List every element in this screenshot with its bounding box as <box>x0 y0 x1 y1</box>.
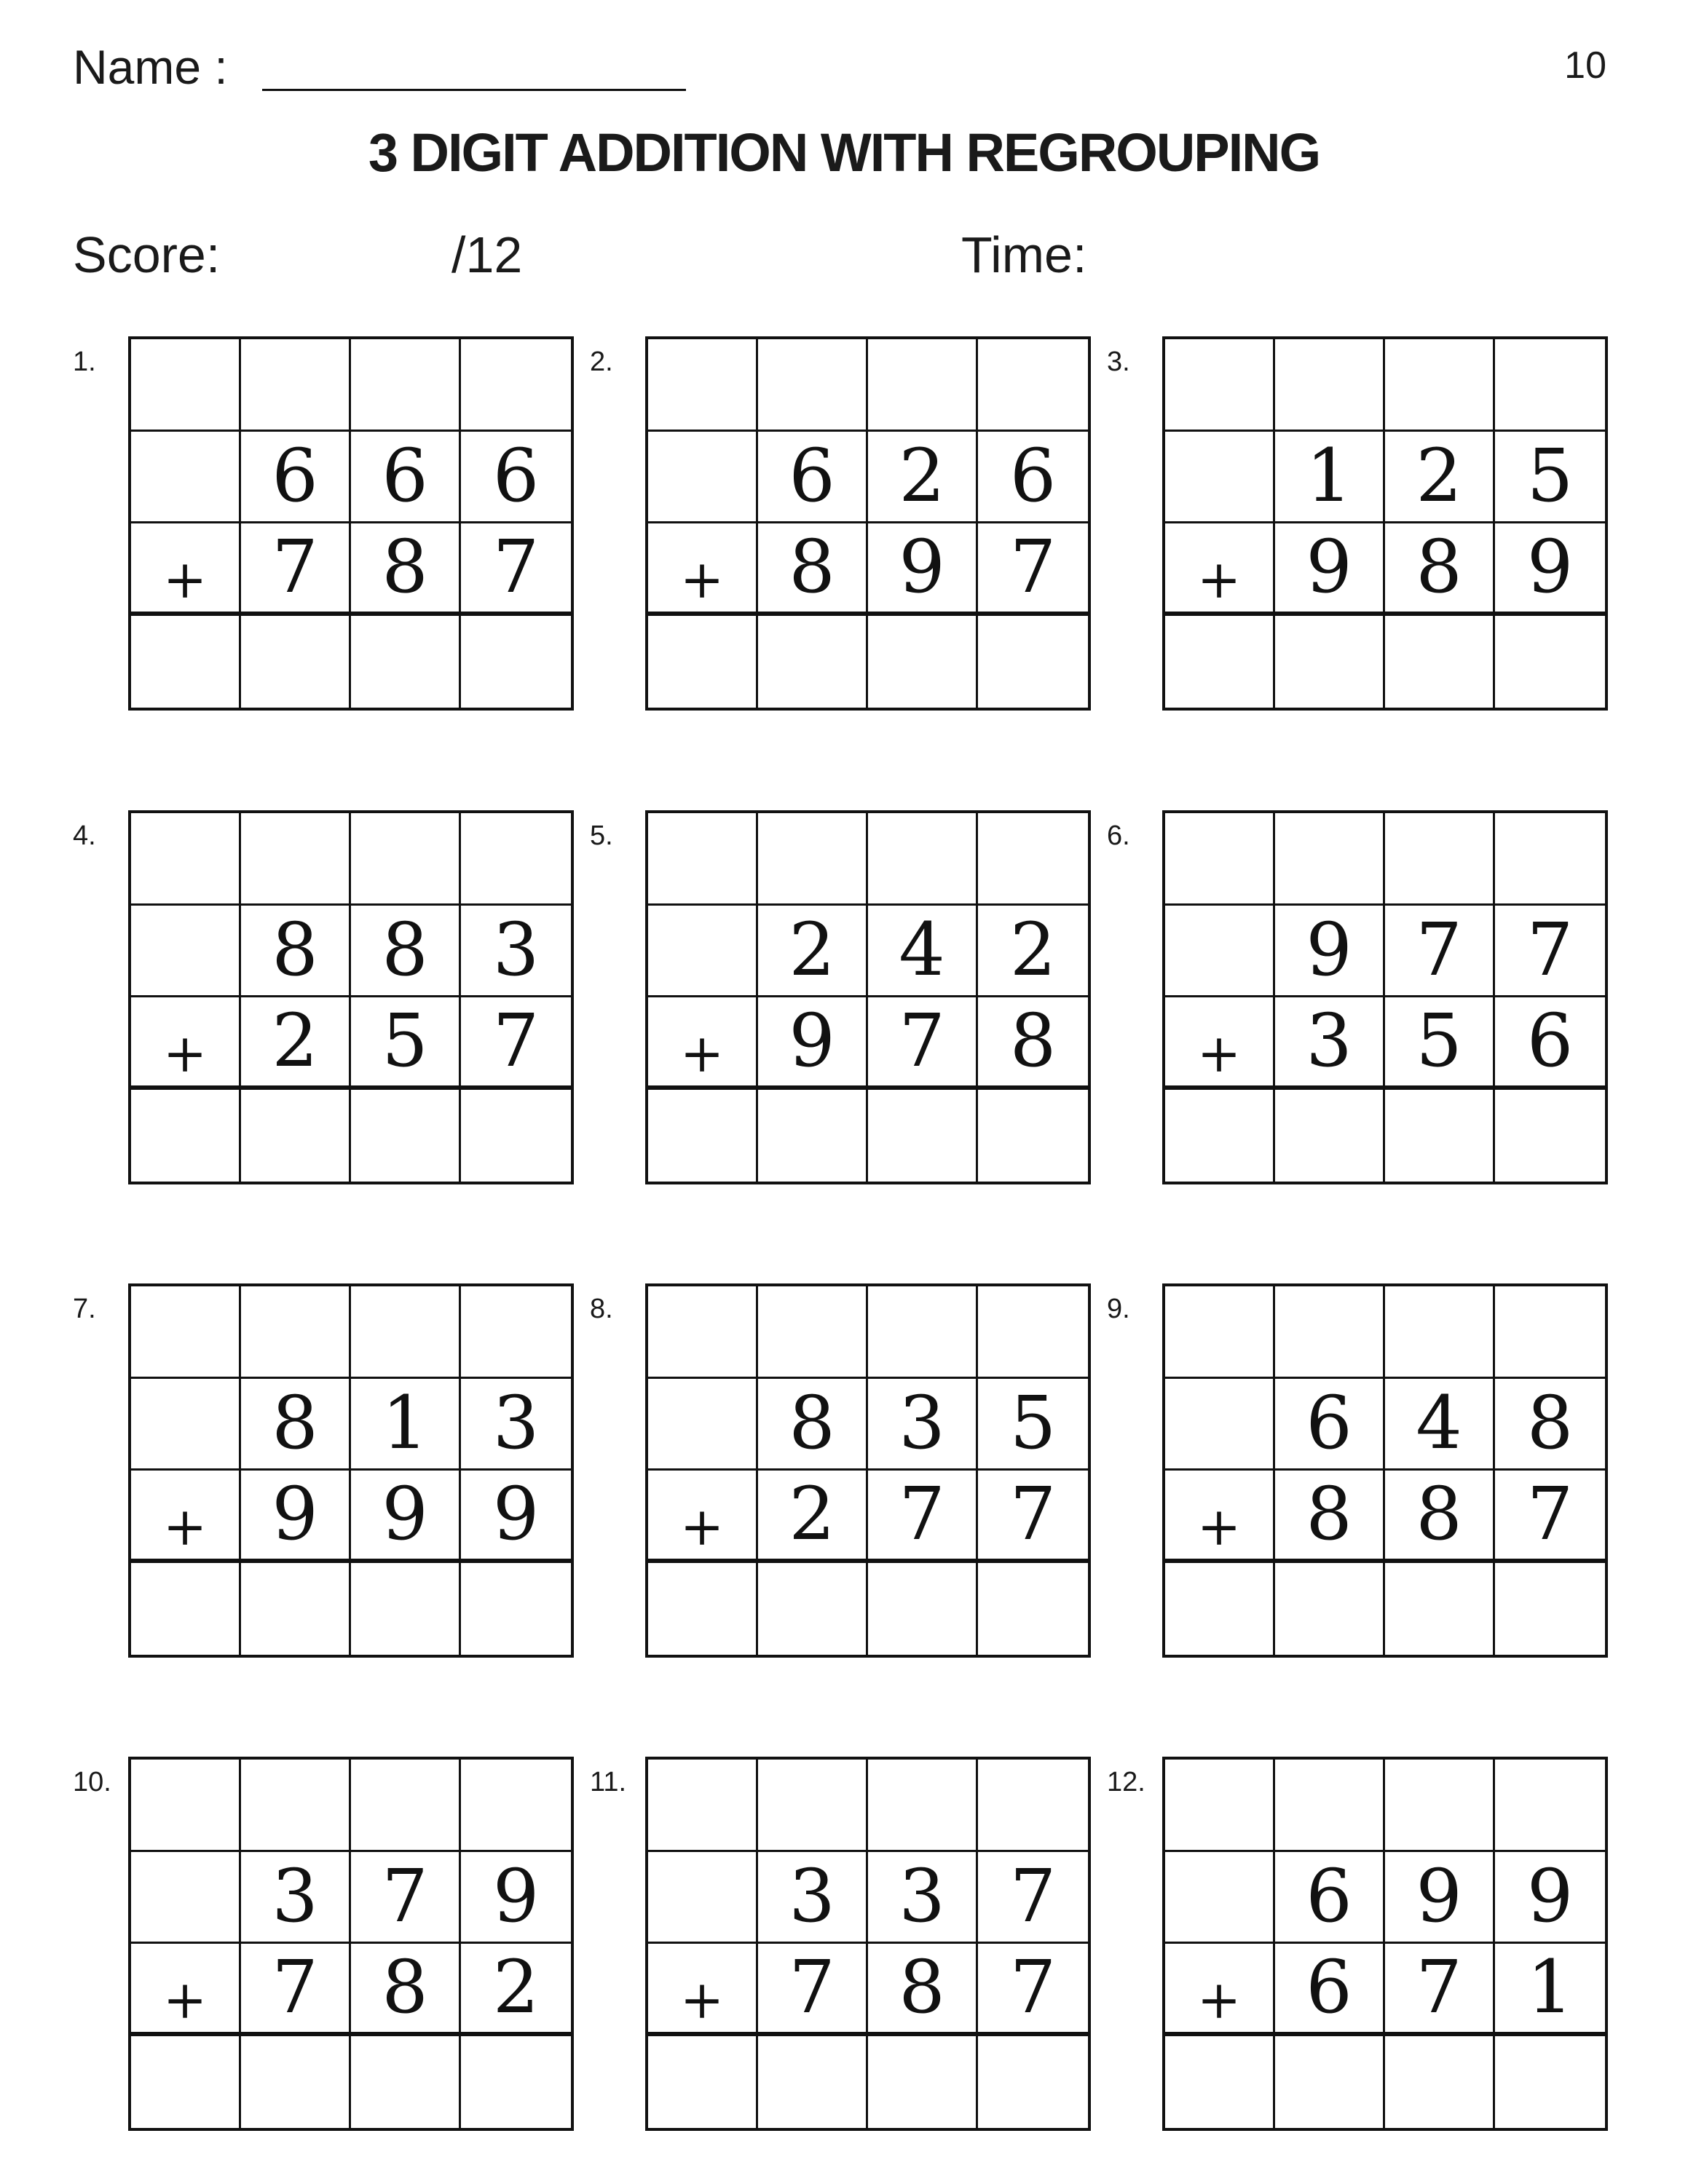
carry-cell[interactable] <box>1275 1286 1385 1379</box>
second-addend-digit: 9 <box>241 1471 351 1563</box>
problem-2 <box>590 336 1108 722</box>
answer-cell[interactable] <box>461 616 571 708</box>
first-addend-digit: 8 <box>241 1379 351 1471</box>
problem-10 <box>73 1757 591 2143</box>
first-addend-digit: 9 <box>1385 1852 1495 1944</box>
addition-grid <box>645 336 1091 711</box>
answer-cell[interactable] <box>978 1090 1088 1182</box>
carry-cell[interactable] <box>241 1286 351 1379</box>
plus-sign: + <box>131 1471 241 1563</box>
carry-cell[interactable] <box>461 813 571 906</box>
answer-cell[interactable] <box>351 1090 461 1182</box>
empty-cell <box>648 432 758 524</box>
empty-cell <box>648 1852 758 1944</box>
answer-cell[interactable] <box>461 2036 571 2129</box>
carry-cell[interactable] <box>131 1286 241 1379</box>
first-addend-digit: 5 <box>1495 432 1605 524</box>
empty-cell <box>131 906 241 998</box>
carry-cell[interactable] <box>1165 1286 1275 1379</box>
problem-number: 3. <box>1107 347 1130 377</box>
second-addend-digit: 2 <box>758 1471 868 1563</box>
carry-cell[interactable] <box>868 1760 978 1852</box>
carry-cell[interactable] <box>351 1286 461 1379</box>
second-addend-digit: 2 <box>461 1944 571 2036</box>
answer-cell[interactable] <box>758 1090 868 1182</box>
answer-cell[interactable] <box>648 1090 758 1182</box>
first-addend-digit: 6 <box>241 432 351 524</box>
carry-cell[interactable] <box>648 1760 758 1852</box>
problem-number: 1. <box>73 347 96 377</box>
second-addend-digit: 2 <box>241 997 351 1090</box>
answer-cell[interactable] <box>868 1563 978 1655</box>
first-addend-digit: 3 <box>461 906 571 998</box>
carry-cell[interactable] <box>1385 339 1495 432</box>
answer-cell[interactable] <box>351 616 461 708</box>
carry-cell[interactable] <box>1385 813 1495 906</box>
carry-cell[interactable] <box>241 339 351 432</box>
problem-number: 8. <box>590 1294 613 1324</box>
answer-cell[interactable] <box>648 1563 758 1655</box>
second-addend-digit: 9 <box>461 1471 571 1563</box>
second-addend-digit: 8 <box>1385 523 1495 616</box>
answer-cell[interactable] <box>758 1563 868 1655</box>
empty-cell <box>1165 1852 1275 1944</box>
empty-cell <box>648 1379 758 1471</box>
second-addend-digit: 7 <box>868 997 978 1090</box>
addition-grid <box>128 336 574 711</box>
carry-cell[interactable] <box>131 339 241 432</box>
second-addend-digit: 9 <box>758 997 868 1090</box>
carry-cell[interactable] <box>978 339 1088 432</box>
carry-cell[interactable] <box>1495 1760 1605 1852</box>
second-addend-digit: 8 <box>1385 1471 1495 1563</box>
worksheet-title: 3 DIGIT ADDITION WITH REGROUPING <box>368 122 1320 183</box>
answer-cell[interactable] <box>1385 1090 1495 1182</box>
carry-cell[interactable] <box>1165 1760 1275 1852</box>
carry-cell[interactable] <box>461 1286 571 1379</box>
answer-cell[interactable] <box>131 2036 241 2129</box>
answer-cell[interactable] <box>131 616 241 708</box>
carry-cell[interactable] <box>978 1286 1088 1379</box>
score-label: Score: <box>73 226 221 283</box>
problem-number: 11. <box>590 1767 627 1797</box>
second-addend-digit: 7 <box>1495 1471 1605 1563</box>
addition-grid <box>645 1283 1091 1658</box>
second-addend-digit: 7 <box>1385 1944 1495 2036</box>
addition-grid <box>1162 1283 1608 1658</box>
problem-12 <box>1107 1757 1625 2143</box>
second-addend-digit: 8 <box>758 523 868 616</box>
second-addend-digit: 8 <box>1275 1471 1385 1563</box>
carry-cell[interactable] <box>1385 1286 1495 1379</box>
plus-sign: + <box>1165 523 1275 616</box>
first-addend-digit: 2 <box>1385 432 1495 524</box>
problem-3 <box>1107 336 1625 722</box>
second-addend-digit: 8 <box>351 523 461 616</box>
addition-grid <box>128 1283 574 1658</box>
problem-number: 4. <box>73 820 96 851</box>
second-addend-digit: 1 <box>1495 1944 1605 2036</box>
carry-cell[interactable] <box>1495 813 1605 906</box>
first-addend-digit: 2 <box>978 906 1088 998</box>
second-addend-digit: 8 <box>868 1944 978 2036</box>
second-addend-digit: 9 <box>1275 523 1385 616</box>
first-addend-digit: 9 <box>1275 906 1385 998</box>
carry-cell[interactable] <box>648 813 758 906</box>
empty-cell <box>648 906 758 998</box>
carry-cell[interactable] <box>868 339 978 432</box>
first-addend-digit: 7 <box>351 1852 461 1944</box>
answer-cell[interactable] <box>461 1090 571 1182</box>
first-addend-digit: 8 <box>241 906 351 998</box>
first-addend-digit: 2 <box>758 906 868 998</box>
carry-cell[interactable] <box>131 1760 241 1852</box>
answer-cell[interactable] <box>648 616 758 708</box>
plus-sign: + <box>131 523 241 616</box>
first-addend-digit: 6 <box>461 432 571 524</box>
second-addend-digit: 7 <box>978 523 1088 616</box>
empty-cell <box>1165 1379 1275 1471</box>
carry-cell[interactable] <box>351 813 461 906</box>
carry-cell[interactable] <box>648 339 758 432</box>
carry-cell[interactable] <box>1275 1760 1385 1852</box>
carry-cell[interactable] <box>241 813 351 906</box>
problem-8 <box>590 1283 1108 1669</box>
problem-number: 12. <box>1107 1767 1145 1797</box>
name-field[interactable] <box>262 89 686 91</box>
empty-cell <box>131 1379 241 1471</box>
first-addend-digit: 3 <box>758 1852 868 1944</box>
answer-cell[interactable] <box>241 1090 351 1182</box>
answer-cell[interactable] <box>131 1090 241 1182</box>
answer-cell[interactable] <box>131 1563 241 1655</box>
first-addend-digit: 6 <box>1275 1852 1385 1944</box>
addition-grid <box>128 1757 574 2131</box>
carry-cell[interactable] <box>1495 1286 1605 1379</box>
first-addend-digit: 9 <box>461 1852 571 1944</box>
first-addend-digit: 7 <box>1385 906 1495 998</box>
problem-number: 10. <box>73 1767 111 1797</box>
carry-cell[interactable] <box>648 1286 758 1379</box>
problem-6 <box>1107 810 1625 1196</box>
carry-cell[interactable] <box>461 1760 571 1852</box>
answer-cell[interactable] <box>1385 616 1495 708</box>
empty-cell <box>131 1852 241 1944</box>
first-addend-digit: 6 <box>1275 1379 1385 1471</box>
answer-cell[interactable] <box>461 1563 571 1655</box>
addition-grid <box>1162 1757 1608 2131</box>
answer-cell[interactable] <box>868 1090 978 1182</box>
carry-cell[interactable] <box>758 1760 868 1852</box>
carry-cell[interactable] <box>868 1286 978 1379</box>
second-addend-digit: 9 <box>1495 523 1605 616</box>
page-number: 10 <box>1564 44 1606 87</box>
first-addend-digit: 7 <box>1495 906 1605 998</box>
carry-cell[interactable] <box>1495 339 1605 432</box>
first-addend-digit: 6 <box>978 432 1088 524</box>
problem-number: 9. <box>1107 1294 1130 1324</box>
second-addend-digit: 8 <box>978 997 1088 1090</box>
problem-5 <box>590 810 1108 1196</box>
carry-cell[interactable] <box>461 339 571 432</box>
answer-cell[interactable] <box>1275 616 1385 708</box>
second-addend-digit: 8 <box>351 1944 461 2036</box>
carry-cell[interactable] <box>758 339 868 432</box>
carry-cell[interactable] <box>978 1760 1088 1852</box>
plus-sign: + <box>648 1471 758 1563</box>
carry-cell[interactable] <box>758 813 868 906</box>
carry-cell[interactable] <box>758 1286 868 1379</box>
answer-cell[interactable] <box>978 2036 1088 2129</box>
carry-cell[interactable] <box>1385 1760 1495 1852</box>
second-addend-digit: 6 <box>1275 1944 1385 2036</box>
empty-cell <box>1165 906 1275 998</box>
second-addend-digit: 7 <box>868 1471 978 1563</box>
second-addend-digit: 6 <box>1495 997 1605 1090</box>
carry-cell[interactable] <box>1165 813 1275 906</box>
second-addend-digit: 7 <box>978 1944 1088 2036</box>
carry-cell[interactable] <box>1275 813 1385 906</box>
first-addend-digit: 3 <box>461 1379 571 1471</box>
first-addend-digit: 3 <box>241 1852 351 1944</box>
second-addend-digit: 5 <box>1385 997 1495 1090</box>
plus-sign: + <box>648 997 758 1090</box>
addition-grid <box>645 1757 1091 2131</box>
second-addend-digit: 7 <box>461 997 571 1090</box>
problem-4 <box>73 810 591 1196</box>
answer-cell[interactable] <box>1165 616 1275 708</box>
answer-cell[interactable] <box>241 1563 351 1655</box>
addition-grid <box>645 810 1091 1184</box>
problem-number: 5. <box>590 820 613 851</box>
empty-cell <box>131 432 241 524</box>
problem-7 <box>73 1283 591 1669</box>
first-addend-digit: 4 <box>868 906 978 998</box>
first-addend-digit: 6 <box>351 432 461 524</box>
answer-cell[interactable] <box>351 2036 461 2129</box>
answer-cell[interactable] <box>1495 1563 1605 1655</box>
problem-11 <box>590 1757 1108 2143</box>
answer-cell[interactable] <box>1385 2036 1495 2129</box>
answer-cell[interactable] <box>978 1563 1088 1655</box>
answer-cell[interactable] <box>758 616 868 708</box>
answer-cell[interactable] <box>978 616 1088 708</box>
name-label: Name : <box>73 40 228 94</box>
answer-cell[interactable] <box>868 2036 978 2129</box>
answer-cell[interactable] <box>351 1563 461 1655</box>
first-addend-digit: 3 <box>868 1852 978 1944</box>
second-addend-digit: 7 <box>978 1471 1088 1563</box>
plus-sign: + <box>1165 1944 1275 2036</box>
first-addend-digit: 7 <box>978 1852 1088 1944</box>
answer-cell[interactable] <box>1495 1090 1605 1182</box>
problem-1 <box>73 336 591 722</box>
carry-cell[interactable] <box>241 1760 351 1852</box>
problem-number: 7. <box>73 1294 96 1324</box>
problem-number: 6. <box>1107 820 1130 851</box>
time-label: Time: <box>961 226 1087 283</box>
addition-grid <box>1162 336 1608 711</box>
carry-cell[interactable] <box>1275 339 1385 432</box>
carry-cell[interactable] <box>351 339 461 432</box>
first-addend-digit: 4 <box>1385 1379 1495 1471</box>
second-addend-digit: 7 <box>241 1944 351 2036</box>
problem-9 <box>1107 1283 1625 1669</box>
answer-cell[interactable] <box>1165 1090 1275 1182</box>
answer-cell[interactable] <box>1165 2036 1275 2129</box>
answer-cell[interactable] <box>1495 2036 1605 2129</box>
first-addend-digit: 8 <box>1495 1379 1605 1471</box>
addition-grid <box>1162 810 1608 1184</box>
second-addend-digit: 7 <box>241 523 351 616</box>
answer-cell[interactable] <box>1275 2036 1385 2129</box>
first-addend-digit: 3 <box>868 1379 978 1471</box>
plus-sign: + <box>131 997 241 1090</box>
answer-cell[interactable] <box>241 616 351 708</box>
answer-cell[interactable] <box>1165 1563 1275 1655</box>
first-addend-digit: 6 <box>758 432 868 524</box>
answer-cell[interactable] <box>1275 1090 1385 1182</box>
first-addend-digit: 1 <box>351 1379 461 1471</box>
answer-cell[interactable] <box>758 2036 868 2129</box>
addition-grid <box>128 810 574 1184</box>
second-addend-digit: 9 <box>868 523 978 616</box>
answer-cell[interactable] <box>648 2036 758 2129</box>
answer-cell[interactable] <box>241 2036 351 2129</box>
carry-cell[interactable] <box>131 813 241 906</box>
carry-cell[interactable] <box>978 813 1088 906</box>
score-total: /12 <box>451 226 523 283</box>
first-addend-digit: 1 <box>1275 432 1385 524</box>
second-addend-digit: 7 <box>758 1944 868 2036</box>
plus-sign: + <box>131 1944 241 2036</box>
second-addend-digit: 7 <box>461 523 571 616</box>
empty-cell <box>1165 432 1275 524</box>
carry-cell[interactable] <box>351 1760 461 1852</box>
second-addend-digit: 9 <box>351 1471 461 1563</box>
carry-cell[interactable] <box>868 813 978 906</box>
second-addend-digit: 5 <box>351 997 461 1090</box>
plus-sign: + <box>648 1944 758 2036</box>
answer-cell[interactable] <box>1495 616 1605 708</box>
plus-sign: + <box>1165 997 1275 1090</box>
answer-cell[interactable] <box>1385 1563 1495 1655</box>
answer-cell[interactable] <box>868 616 978 708</box>
first-addend-digit: 9 <box>1495 1852 1605 1944</box>
first-addend-digit: 8 <box>758 1379 868 1471</box>
carry-cell[interactable] <box>1165 339 1275 432</box>
second-addend-digit: 3 <box>1275 997 1385 1090</box>
problem-number: 2. <box>590 347 613 377</box>
plus-sign: + <box>648 523 758 616</box>
first-addend-digit: 8 <box>351 906 461 998</box>
plus-sign: + <box>1165 1471 1275 1563</box>
first-addend-digit: 5 <box>978 1379 1088 1471</box>
answer-cell[interactable] <box>1275 1563 1385 1655</box>
first-addend-digit: 2 <box>868 432 978 524</box>
